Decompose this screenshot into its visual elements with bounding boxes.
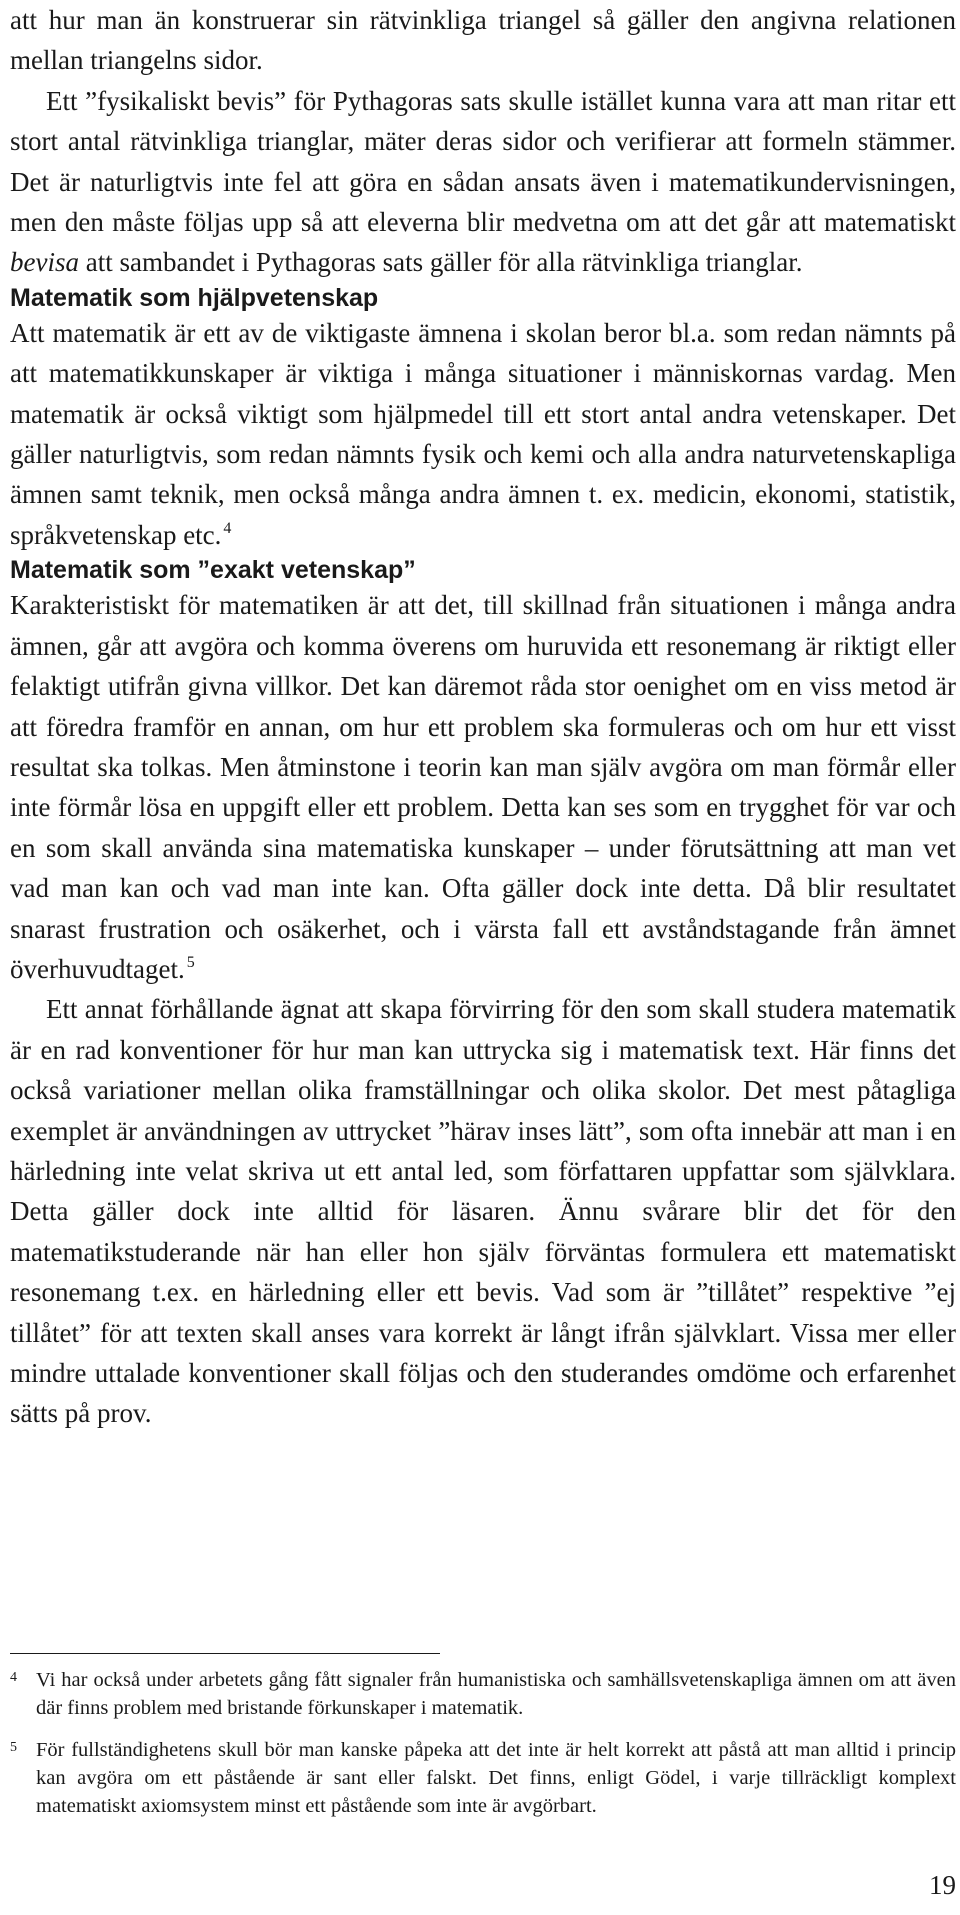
footnote-ref-5[interactable]: 5 — [186, 953, 195, 971]
document-page — [10, 0, 956, 1434]
footnote-number: 4 — [10, 1670, 17, 1685]
footnote-text: För fullständighetens skull bör man kanske påpeka att det inte är helt korrekt att påstå att man alltid i princip kan avgöra om ett påstående är sant eller falskt. Det finns, enligt Gödel, i varje tillräckligt komplext matematiskt axiomsystem minst ett påstående som inte är avgörbart. — [36, 1739, 956, 1817]
footnote-text: Vi har också under arbetets gång fått signaler från humanistiska och samhällsvetenskapliga ämnen om att även där finns problem med bristande förkunskaper i matematik. — [36, 1669, 956, 1719]
intro-paragraph: att hur man än konstruerar sin rätvinkliga triangel så gäller den angivna relationen mellan triangelns sidor. — [10, 5, 956, 76]
footnote-item — [10, 1736, 956, 1820]
exact-science-paragraph-2: Ett annat förhållande ägnat att skapa förvirring för den som skall studera matematik är en rad konventioner för hur man kan uttrycka sig i matematisk text. Här finns det också variationer mellan olika framställningar och olika skolor. Det mest påtagliga exemplet är användningen av uttrycket ”härav inses lätt”, som ofta innebär att man i en härledning inte velat skriva ut ett antal led, som författaren uppfattar som självklara. Detta gäller dock inte alltid för läsaren. Ännu svårare blir det för den matematikstuderande när han eller hon själv förväntas formulera ett matematiskt resonemang t.ex. en härledning eller ett bevis. Vad som är ”tillåtet” respektive ”ej tillåtet” för att texten skall anses vara korrekt är långt ifrån självklart. Vissa mer eller mindre uttalade konventioner skall följas och den studerandes omdöme och erfarenhet sätts på prov. — [10, 994, 956, 1429]
helper-science-text: Att matematik är ett av de viktigaste ämnena i skolan beror bl.a. som redan nämnts på att matematikkunskaper är viktiga i många situationer i människornas vardag. Men matematik är också viktigt som hjälpmedel till ett stort antal andra vetenskaper. Det gäller naturligtvis, som redan nämnts fysik och kemi och alla andra naturvetenskapliga ämnen samt teknik, men också många andra ämnen t. ex. medicin, ekonomi, statistik, språkvetenskap etc. — [10, 317, 956, 550]
section-heading-exact-science: Matematik som ”exakt vetenskap” — [10, 556, 416, 585]
footnote-divider — [10, 1653, 440, 1654]
physical-proof-paragraph — [10, 81, 956, 283]
helper-science-paragraph — [10, 313, 956, 555]
footnote-number: 5 — [10, 1740, 17, 1755]
section-heading-helper-science: Matematik som hjälpvetenskap — [10, 283, 379, 312]
footnote-ref-4[interactable]: 4 — [223, 519, 232, 537]
exact-science-text-1: Karakteristiskt för matematiken är att det, till skillnad från situationen i många andra ämnen, går att avgöra och komma överens om huruvida ett resonemang är riktigt eller felaktigt utifrån givna villkor. Det kan däremot råda stor oenighet om en viss metod är att föredra framför en annan, om hur ett problem ska formuleras och om hur ett visst resultat ska tolkas. Men åtminstone i teorin kan man själv avgöra om man förmår eller inte förmår lösa en uppgift eller ett problem. Detta kan ses som en trygghet för var och en som skall använda sina matematiska kunskaper – under förutsättning att man vet vad man kan och vad man inte kan. Ofta gäller dock inte detta. Då blir resultatet snarast frustration och osäkerhet, och i värsta fall ett avståndstagande från ämnet överhuvudtaget. — [10, 590, 956, 984]
page-number: 19 — [929, 1870, 956, 1900]
physical-proof-text-start: Ett ”fysikaliskt bevis” för Pythagoras sats skulle istället kunna vara att man ritar ett stort antal rätvinkliga trianglar, mäter deras sidor och verifierar att formeln stämmer. Det är naturligtvis inte fel att göra en sådan ansats även i matematikundervisningen, men den måste följas upp så att eleverna blir medvetna om att det går att matematiskt — [10, 85, 956, 238]
physical-proof-italic-word: bevisa — [10, 247, 79, 278]
exact-science-paragraph-1 — [10, 585, 956, 989]
physical-proof-text-end: att sambandet i Pythagoras sats gäller för alla rätvinkliga trianglar. — [78, 247, 803, 278]
footnote-item — [10, 1666, 956, 1722]
footnotes-section — [10, 1666, 956, 1834]
